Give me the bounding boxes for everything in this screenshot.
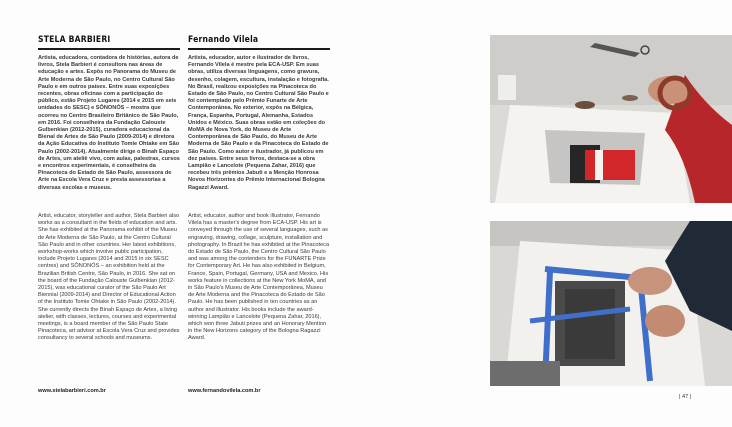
fernando-website-link[interactable]: www.fernandovilela.com.br: [188, 388, 261, 394]
photo-artist-with-tape-image: [490, 35, 732, 203]
stela-website-link[interactable]: www.stelabarbieri.com.br: [38, 388, 106, 394]
fernando-heading-rule: [188, 48, 330, 50]
fernando-name-heading: Fernando Vilela: [188, 35, 259, 45]
fernando-bio-english: Artist, educator, author and book illustrator, Fernando Vilela has a master's degree from ECA-USP. His art is conveyed through the use of several languages, such as engraving, drawing, collage, sculpture, installation and photography. In Brazil he has exhibited at the Pinacoteca do Estado de São Paulo, the Centro Cultural São Paulo and was among the contenders for the FUNARTE Prize for Contemporary Art. He has also exhibited in Belgium, France, Spain, Portugal, Germany, USA and Mexico. His works feature in collections at the New York MoMA, and in São Paulo's Museu de Arte Contemporânea, Museu de Arte Moderna and the Pinacoteca do Estado de São Paulo. He has been published in ten countries as an author and illustrator. His books include the award-winning Lampião e Lancelote (Pequena Zahar, 2016), which won three Jabuti prizes and an Honorary Mention in the New Horizons category of the Bologna Ragazzi Award.: [188, 213, 330, 342]
fernando-column: [188, 35, 330, 45]
photo-hands-blue-tape: [490, 221, 732, 386]
stela-bio-english: Artist, educator, storyteller and author, Stela Barbieri also works as a consultant in the fields of education and arts. She has exhibited at the Panorama exhibit of the Museu de Arte Moderna de São Paulo, at the Centro Cultural São Paulo and in other countries. Her latest exhibitions, workshop-works which involve public participation, include Projeto Lugares (2014 and 2015 in six SESC centres) and SÔNONÓS – an exhibition held at the Brazilian British Centre, São Paulo, in 2016. She sat on the board of the Fundação Calouste Gulbenkian (2012-2015), was educational curator of the São Paulo Art Biennial (2009-2014) and Director of Educational Action of the Instituto Tomie Ohtake in São Paulo (2002-2014). She currently directs the Binah Espaço de Artes, a living atelier, with classes, lectures, courses and experimental meetings, is a board member of the São Paulo State Pinacoteca, art advisor at Escola Vera Cruz and provides consultancy to several schools and museums.: [38, 213, 180, 342]
stela-name-heading: STELA BARBIERI: [38, 35, 111, 45]
photo-artist-with-tape: [490, 35, 732, 203]
stela-column: [38, 35, 180, 45]
photo-hands-blue-tape-image: [490, 221, 732, 386]
stela-heading-rule: [38, 48, 180, 50]
stela-bio-portuguese: Artista, educadora, contadora de histórias, autora de livros, Stela Barbieri é consultora nas áreas de educação e artes. Expôs no Panorama do Museu de Arte Moderna de São Paulo, no Centro Cultural São Paulo e em outros países. Entre suas exposições recentes, obras oficinas com a participação do público, estão Projeto Lugares (2014 e 2015 em seis unidades do SESC) e SÔNONÓS – mostra que ocorreu no Centro Brasileiro Britânico de São Paulo, em 2016. Foi conselheira da Fundação Calouste Gulbenkian (2012-2015), curadora educacional da Bienal de Artes de São Paulo (2009-2014) e diretora da Ação Educativa do Instituto Tomie Ohtake em São Paulo (2002-2014). Atualmente dirige o Binah Espaço de Artes, um ateliê vivo, com aulas, palestras, cursos e encontros experimentais, é conselheira da Pinacoteca do Estado de São Paulo, assessora de Arte na Escola Vera Cruz e presta assessorias a diversas escolas e museus.: [38, 55, 180, 191]
page-number: | 47 |: [679, 394, 692, 400]
fernando-bio-portuguese: Artista, educador, autor e ilustrador de livros, Fernando Vilela é mestre pela ECA-USP. Em suas obras, utiliza diversas linguagens, como gravura, desenho, colagem, escultura, instalação e fotografia. No Brasil, realizou exposições na Pinacoteca do Estado de São Paulo, no Centro Cultural São Paulo e foi contemplado pelo Prêmio Funarte de Arte Contemporânea. No exterior, expôs na Bélgica, França, Espanha, Portugal, Alemanha, Estados Unidos e México. Suas obras estão em coleções do MoMA de Nova York, do Museu de Arte Contemporânea de São Paulo, do Museu de Arte Moderna de São Paulo e da Pinacoteca do Estado de São Paulo. Como autor e ilustrador, já publicou em dez países. Entre seus livros, destaca-se a obra Lampião e Lancelote (Pequena Zahar, 2016) que recebeu três prêmios Jabuti e a Menção Honrosa Novos Horizontes do Prêmio Internacional Bologna Ragazzi Award.: [188, 55, 329, 191]
